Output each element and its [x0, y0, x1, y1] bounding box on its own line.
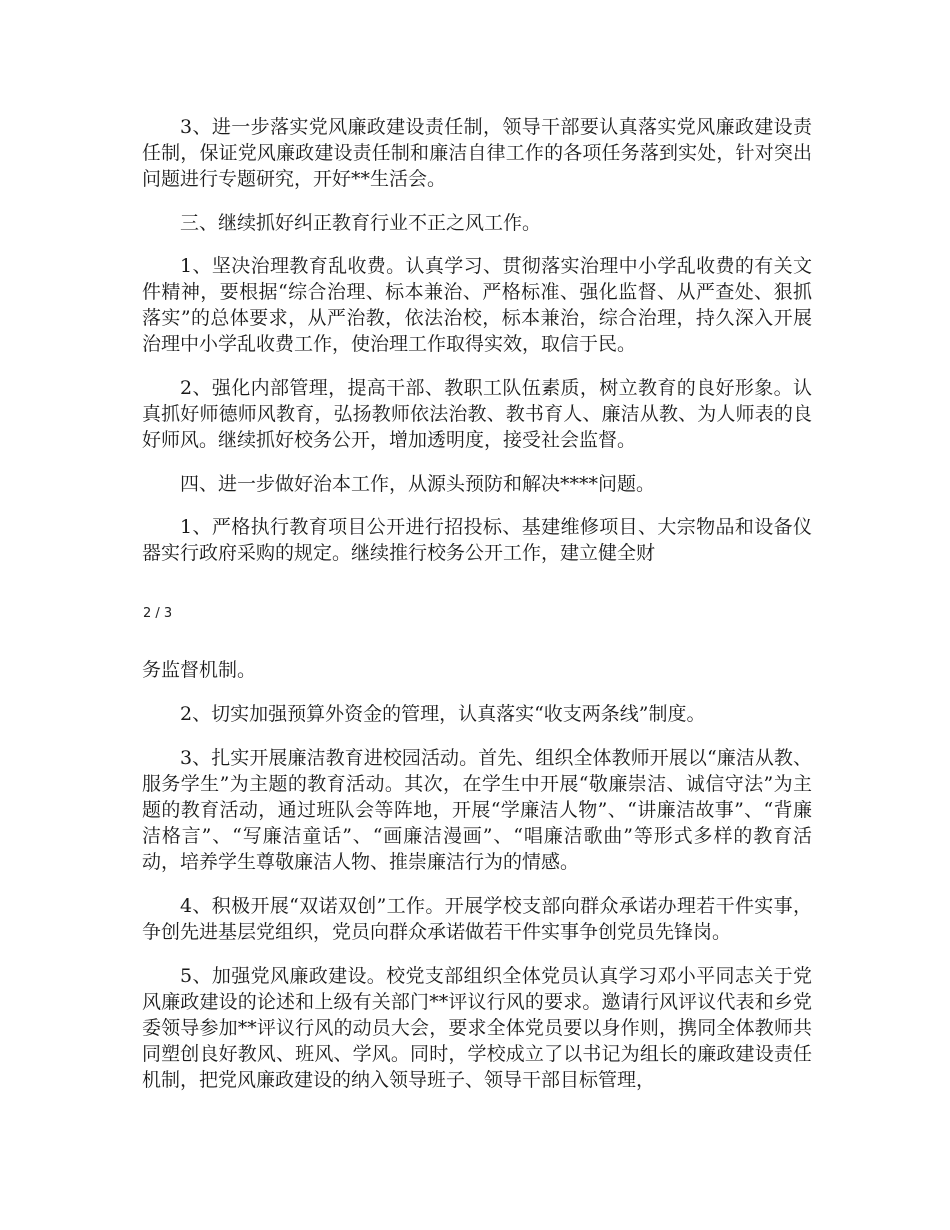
heading-section-three: 三、继续抓好纠正教育行业不正之风工作。: [180, 212, 542, 234]
paragraph-party-building: 5、加强党风廉政建设。校党支部组织全体党员认真学习邓小平同志关于党风廉政建设的论述和上级有关部门**评议行风的要求。邀请行风评议代表和乡党委领导参加**评议行风的动员大会，要求全体党员要以身作则，携同全体教师共同塑创良好教风、班风、学风。同时，学校成立了以书记为组长的廉政建设责任机制，把党风廉政建设的纳入领导班子、领导干部目标管理，: [142, 965, 812, 1091]
paragraph-integrity-education: 3、扎实开展廉洁教育进校园活动。首先、组织全体教师开展以“廉洁从教、服务学生”为主题的教育活动。其次，在学生中开展“敬廉崇洁、诚信守法”为主题的教育活动，通过班队会等阵地，开展“学廉洁人物”、“讲廉洁故事”、“背廉洁格言”、“写廉洁童话”、“画廉洁漫画”、“唱廉洁歌曲”等形式多样的教育活动，培养学生尊敬廉洁人物、推崇廉洁行为的情感。: [142, 747, 812, 873]
paragraph-budget-funds: 2、切实加强预算外资金的管理，认真落实“收支两条线”制度。: [180, 703, 706, 725]
paragraph-double-promise: 4、积极开展“双诺双创”工作。开展学校支部向群众承诺办理若干件实事，争创先进基层党组织，党员向群众承诺做若干件实事争创党员先锋岗。: [142, 895, 812, 943]
paragraph-continuation: 务监督机制。: [142, 659, 257, 681]
paragraph-fee-control: 1、坚决治理教育乱收费。认真学习、贯彻落实治理中小学乱收费的有关文件精神，要根据“综合治理、标本兼治、严格标准、强化监督、从严查处、狠抓落实”的总体要求，从严治教，依法治校，标本兼治，综合治理，持久深入开展治理中小学乱收费工作，使治理工作取得实效，取信于民。: [142, 255, 812, 355]
paragraph-internal-management: 2、强化内部管理，提高干部、教职工队伍素质，树立教育的良好形象。认真抓好师德师风教育，弘扬教师依法治教、教书育人、廉洁从教、为人师表的良好师风。继续抓好校务公开，增加透明度，接受社会监督。: [142, 377, 812, 451]
page-top-block: [142, 114, 812, 566]
page-bottom-block: [142, 657, 812, 1093]
page-number: 2 / 3: [143, 606, 173, 621]
paragraph-procurement: 1、严格执行教育项目公开进行招投标、基建维修项目、大宗物品和设备仪器实行政府采购的规定。继续推行校务公开工作，建立健全财: [142, 516, 812, 564]
heading-section-four: 四、进一步做好治本工作，从源头预防和解决****问题。: [180, 473, 656, 495]
paragraph-responsibility-system: 3、进一步落实党风廉政建设责任制，领导干部要认真落实党风廉政建设责任制，保证党风廉政建设责任制和廉洁自律工作的各项任务落到实处，针对突出问题进行专题研究，开好**生活会。: [142, 116, 812, 190]
